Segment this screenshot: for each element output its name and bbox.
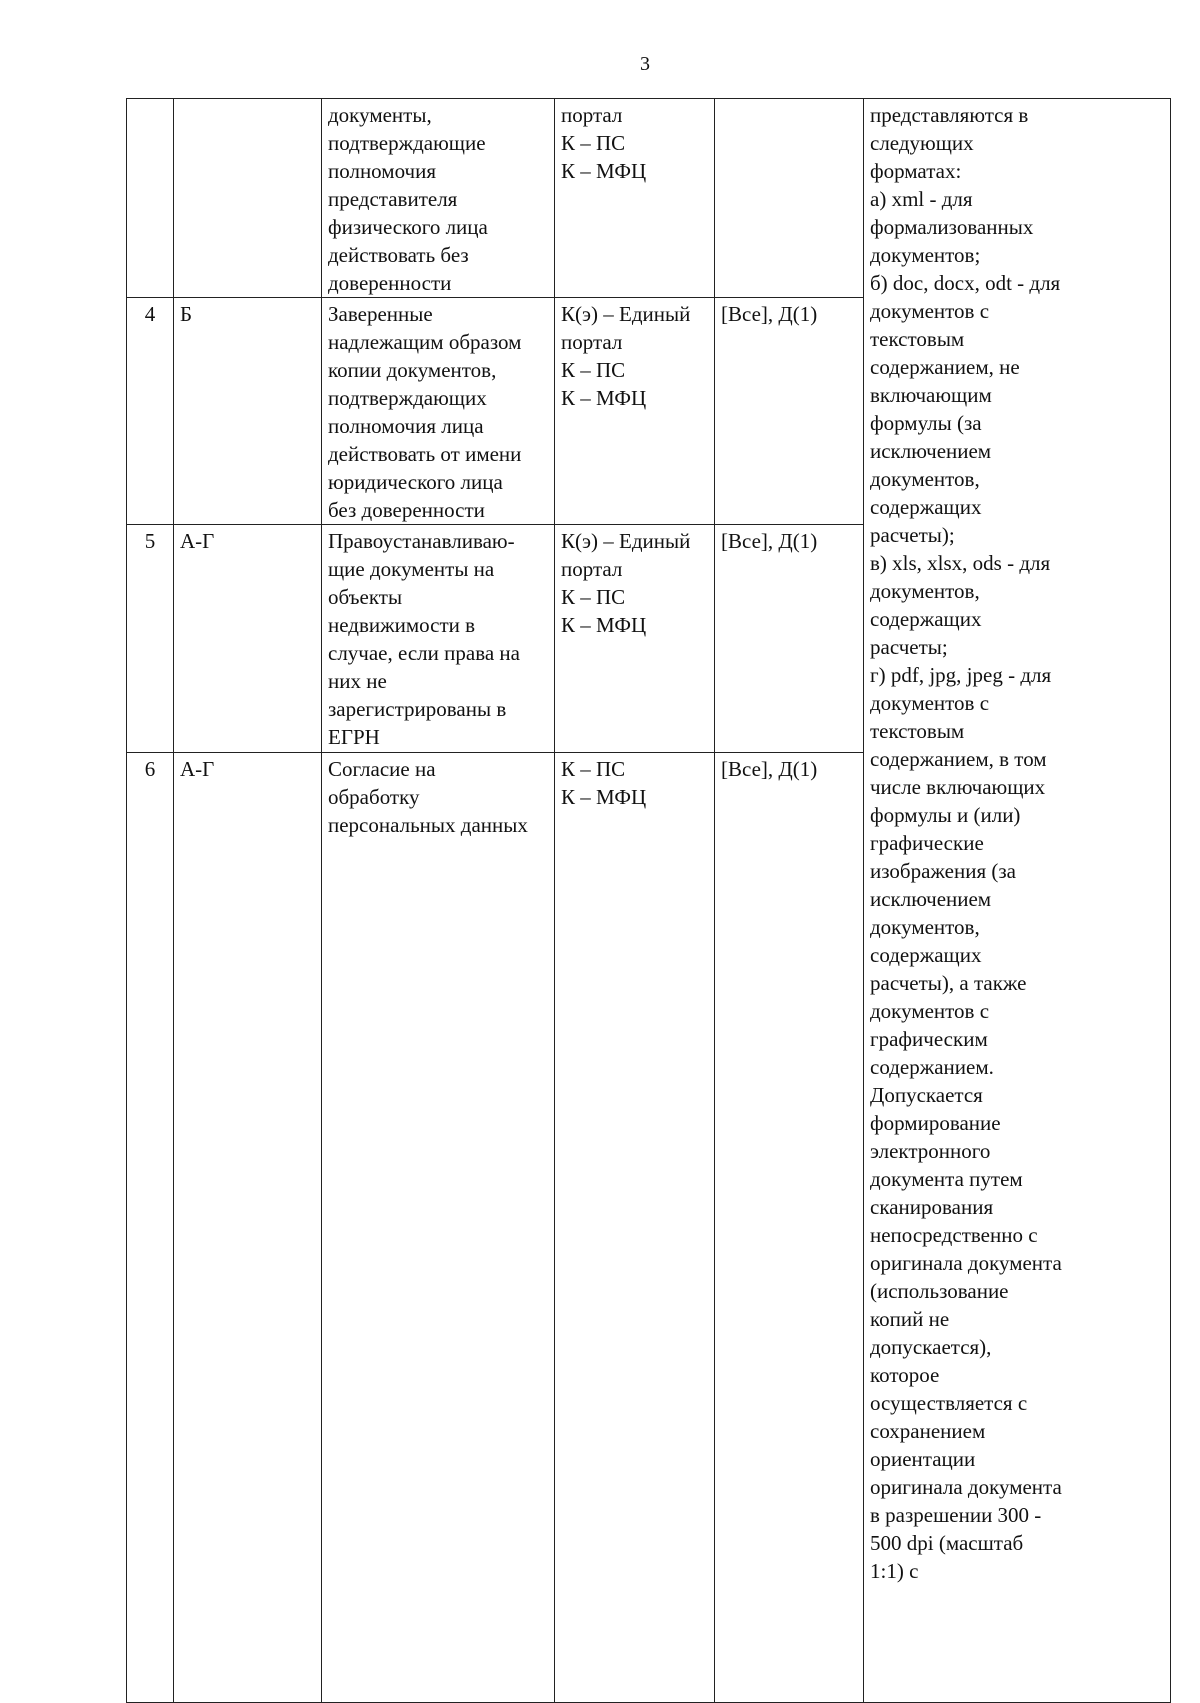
way-line: портал [561, 330, 623, 354]
way-line: К – ПС [561, 358, 626, 382]
documents-table [126, 98, 1171, 1703]
way-line: портал [561, 103, 623, 127]
row-number-cell: 5 [127, 525, 174, 753]
page-number: 3 [640, 53, 650, 75]
category-cell: А-Г [174, 753, 322, 1703]
submission-way-cell [555, 753, 715, 1703]
document-cell [322, 99, 555, 298]
category-cell [174, 99, 322, 298]
way-line: К – МФЦ [561, 386, 647, 410]
row-number-cell [127, 99, 174, 298]
way-line: К – МФЦ [561, 613, 647, 637]
document-text: документы, подтверждающие полномочия представителя физического лица действовать без доверенности [328, 103, 488, 295]
category-cell: А-Г [174, 525, 322, 753]
requirement-cell: [Все], Д(1) [715, 753, 864, 1703]
requirement-cell [715, 99, 864, 298]
submission-way-cell [555, 99, 715, 298]
way-line: К(э) – Единый [561, 529, 691, 553]
way-line: К(э) – Единый [561, 302, 691, 326]
document-cell [322, 298, 555, 525]
format-requirements-text: представляются в следующих форматах: а) xml - для формализованных документов; б) doc, docx, odt - для документов с текстовым содержанием, не включающим формулы (за исключением документов, содержащих расчеты); в) xls, xlsx, ods - для документов, содержащих расчеты; г) pdf, jpg, jpeg - для документов с текстовым содержанием, в том числе включающих формулы и (или) графические изображения (за исключением документов, содержащих расчеты), а также документов с графическим содержанием. Допускается формирование электронного документа путем сканирования непосредственно с оригинала документа (использование копий не допускается), которое осуществляется с сохранением ориентации оригинала документа в разрешении 300 - 500 dpi (масштаб 1:1) с [870, 103, 1062, 1583]
document-text: Согласие на обработку персональных данных [328, 757, 528, 837]
requirement-cell: [Все], Д(1) [715, 525, 864, 753]
document-cell [322, 525, 555, 753]
document-text: Заверенные надлежащим образом копии документов, подтверждающих полномочия лица действовать от имени юридического лица без доверенности [328, 302, 522, 522]
document-cell [322, 753, 555, 1703]
row-number-cell: 4 [127, 298, 174, 525]
way-line: К – МФЦ [561, 785, 647, 809]
way-line: К – МФЦ [561, 159, 647, 183]
format-requirements-cell [864, 99, 1171, 1703]
submission-way-cell [555, 298, 715, 525]
requirement-cell: [Все], Д(1) [715, 298, 864, 525]
category-cell: Б [174, 298, 322, 525]
way-line: портал [561, 557, 623, 581]
way-line: К – ПС [561, 757, 626, 781]
row-number-cell: 6 [127, 753, 174, 1703]
table-row [127, 99, 1171, 298]
way-line: К – ПС [561, 585, 626, 609]
way-line: К – ПС [561, 131, 626, 155]
document-text: Правоустанавливаю- щие документы на объекты недвижимости в случае, если права на них не зарегистрированы в ЕГРН [328, 529, 520, 749]
submission-way-cell [555, 525, 715, 753]
